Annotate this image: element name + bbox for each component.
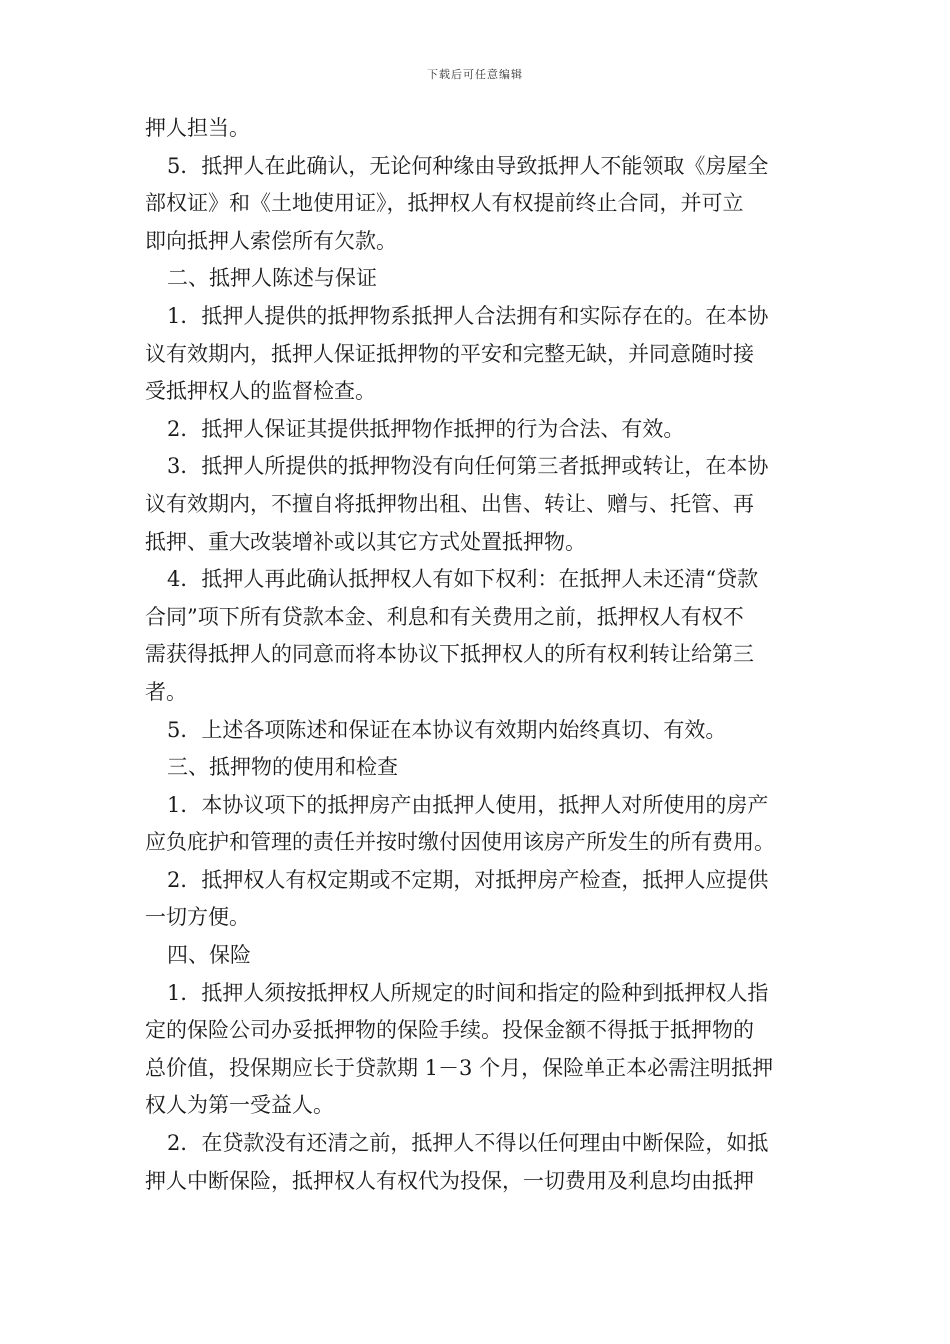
- text-line: 定的保险公司办妥抵押物的保险手续。投保金额不得抵于抵押物的: [145, 1018, 754, 1043]
- text-line: 一切方便。: [145, 905, 250, 930]
- document-body: [145, 110, 805, 1200]
- text-line: 应负庇护和管理的责任并按时缴付因使用该房产所发生的所有费用。: [145, 830, 775, 855]
- text-line: 者。: [145, 679, 187, 704]
- text-line: 2．抵押权人有权定期或不定期，对抵押房产检查，抵押人应提供: [167, 867, 769, 892]
- text-line: 1．抵押人提供的抵押物系抵押人合法拥有和实际存在的。在本协: [167, 303, 769, 328]
- text-line: 1．本协议项下的抵押房产由抵押人使用，抵押人对所使用的房产: [167, 792, 769, 817]
- text-line: 议有效期内，抵押人保证抵押物的平安和完整无缺，并同意随时接: [145, 341, 754, 366]
- text-line: 议有效期内，不擅自将抵押物出租、出售、转让、赠与、托管、再: [145, 491, 754, 516]
- text-line: 押人担当。: [145, 116, 250, 140]
- text-line: 1．抵押人须按抵押权人所规定的时间和指定的险种到抵押权人指: [167, 980, 769, 1005]
- text-line: 部权证》和《土地使用证》，抵押权人有权提前终止合同，并可立: [145, 191, 744, 216]
- text-line: 受抵押权人的监督检查。: [145, 379, 376, 404]
- text-line: 抵押、重大改装增补或以其它方式处置抵押物。: [145, 529, 586, 554]
- text-line: 押人中断保险，抵押权人有权代为投保，一切费用及利息均由抵押: [145, 1168, 754, 1193]
- text-line: 总价值，投保期应长于贷款期 1－3 个月，保险单正本必需注明抵押: [145, 1055, 774, 1080]
- text-line: 4．抵押人再此确认抵押权人有如下权利：在抵押人未还清“贷款: [167, 567, 759, 592]
- text-line: 二、抵押人陈述与保证: [167, 266, 377, 291]
- text-line: 三、抵押物的使用和检查: [167, 755, 398, 780]
- text-line: 权人为第一受益人。: [145, 1093, 334, 1118]
- text-line: 需获得抵押人的同意而将本协议下抵押权人的所有权利转让给第三: [145, 642, 754, 667]
- text-line: 5．抵押人在此确认，无论何种缘由导致抵押人不能领取《房屋全: [167, 153, 769, 178]
- text-line: 2．在贷款没有还清之前，抵押人不得以任何理由中断保险，如抵: [167, 1131, 769, 1156]
- text-line: 即向抵押人索偿所有欠款。: [145, 228, 397, 253]
- page-header: 下载后可任意编辑: [427, 68, 523, 81]
- text-line: 3．抵押人所提供的抵押物没有向任何第三者抵押或转让，在本协: [167, 454, 769, 479]
- text-line: 四、保险: [167, 943, 251, 968]
- text-line: 5．上述各项陈述和保证在本协议有效期内始终真切、有效。: [167, 717, 727, 742]
- text-line: 2．抵押人保证其提供抵押物作抵押的行为合法、有效。: [167, 416, 685, 441]
- text-line: 合同”项下所有贷款本金、利息和有关费用之前，抵押权人有权不: [145, 604, 744, 629]
